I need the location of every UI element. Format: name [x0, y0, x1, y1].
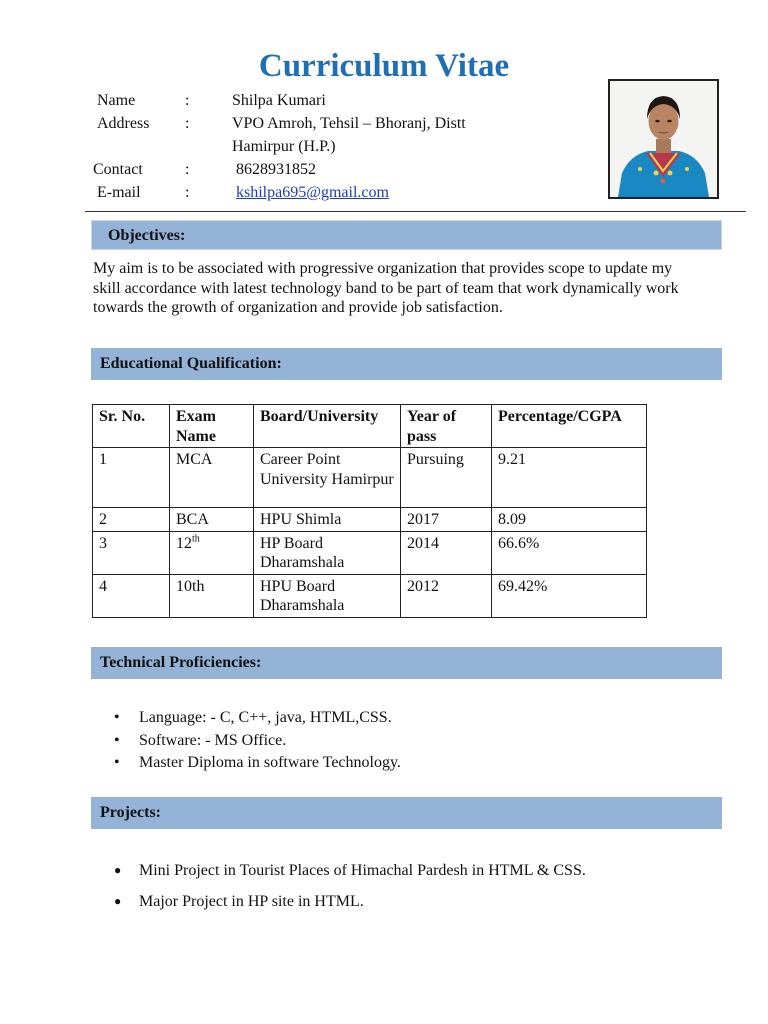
contact-value: 8628931852	[236, 161, 316, 178]
email-link[interactable]: kshilpa695@gmail.com	[236, 184, 389, 201]
header-year: Year of pass	[401, 405, 492, 448]
address-row-2	[93, 135, 553, 158]
cell-exam	[170, 531, 254, 574]
address-row	[93, 112, 553, 135]
cell-exam-text: 10th	[176, 577, 205, 595]
cell-exam	[170, 508, 254, 532]
bullet-icon: •	[114, 709, 120, 726]
cell-board: Career Point University Hamirpur	[254, 448, 401, 508]
bullet-icon: ●	[114, 894, 122, 908]
cell-exam-text: BCA	[176, 511, 209, 528]
header-sr-no: Sr. No.	[93, 405, 170, 448]
list-item-text: Major Project in HP site in HTML.	[139, 893, 364, 910]
technical-heading: Technical Proficiencies:	[91, 647, 722, 679]
list-item-text: Language: - C, C++, java, HTML,CSS.	[139, 709, 392, 726]
table-row	[93, 448, 647, 508]
cell-board: HPU Shimla	[254, 508, 401, 532]
address-line1: VPO Amroh, Tehsil – Bhoranj, Distt	[232, 115, 466, 132]
cell-score: 8.09	[492, 508, 647, 532]
list-item	[114, 886, 586, 917]
address-label: Address	[97, 115, 150, 132]
cell-year: 2012	[401, 574, 492, 617]
list-item-text: Master Diploma in software Technology.	[139, 754, 401, 771]
email-value-wrap	[236, 181, 389, 204]
address-line2: Hamirpur (H.P.)	[232, 138, 336, 155]
table-row	[93, 574, 647, 617]
profile-photo-icon	[610, 81, 717, 197]
name-value: Shilpa Kumari	[232, 92, 326, 109]
list-item-text: Software: - MS Office.	[139, 731, 287, 749]
table-row	[93, 508, 647, 532]
projects-list	[114, 855, 586, 917]
personal-info	[93, 89, 553, 204]
technical-list	[114, 707, 401, 775]
cell-score: 66.6%	[492, 531, 647, 574]
education-table	[92, 404, 647, 618]
cell-exam-text: MCA	[176, 451, 213, 468]
cell-exam-sup: th	[192, 533, 200, 545]
header-board: Board/University	[254, 405, 401, 448]
email-label: E-mail	[97, 184, 141, 201]
email-colon: :	[185, 184, 190, 201]
cell-exam-text: 12	[176, 534, 192, 552]
contact-label: Contact	[93, 161, 143, 178]
header-exam-name: Exam Name	[170, 405, 254, 448]
cell-year: 2014	[401, 531, 492, 574]
email-row	[93, 181, 553, 204]
list-item	[114, 707, 401, 730]
address-colon: :	[185, 115, 190, 132]
cell-score: 69.42%	[492, 574, 647, 617]
cell-sr: 4	[93, 574, 170, 617]
education-heading: Educational Qualification:	[91, 348, 722, 380]
header-percentage: Percentage/CGPA	[492, 405, 647, 448]
contact-row	[93, 158, 553, 181]
cell-exam	[170, 574, 254, 617]
cell-sr: 3	[93, 531, 170, 574]
bullet-icon: ●	[114, 863, 122, 877]
name-colon: :	[185, 92, 190, 109]
cell-board: HPU Board Dharamshala	[254, 574, 401, 617]
list-item-text: Mini Project in Tourist Places of Himachal Pardesh in HTML & CSS.	[139, 862, 586, 879]
cell-board: HP Board Dharamshala	[254, 531, 401, 574]
table-row	[93, 531, 647, 574]
cell-sr: 2	[93, 508, 170, 532]
list-item	[114, 855, 586, 886]
bullet-icon: •	[114, 754, 120, 771]
contact-colon: :	[185, 161, 190, 178]
objectives-text: My aim is to be associated with progressive organization that provides scope to update my skill accordance with latest technology band to be part of team that work dynamically work towards the growth of organization and provide job satisfaction.	[93, 260, 679, 316]
cell-sr: 1	[93, 448, 170, 508]
profile-photo	[608, 79, 719, 199]
page-title: Curriculum Vitae	[258, 48, 510, 84]
name-label: Name	[97, 92, 136, 109]
name-row	[93, 89, 553, 112]
cell-year: Pursuing	[401, 448, 492, 508]
bullet-icon: •	[114, 731, 120, 749]
list-item	[114, 730, 401, 753]
cell-score: 9.21	[492, 448, 647, 508]
education-header-row	[93, 405, 647, 448]
projects-heading: Projects:	[91, 797, 722, 829]
list-item	[114, 752, 401, 775]
header-divider	[85, 211, 746, 212]
cell-exam	[170, 448, 254, 508]
cell-year: 2017	[401, 508, 492, 532]
objectives-heading: Objectives:	[91, 220, 722, 250]
